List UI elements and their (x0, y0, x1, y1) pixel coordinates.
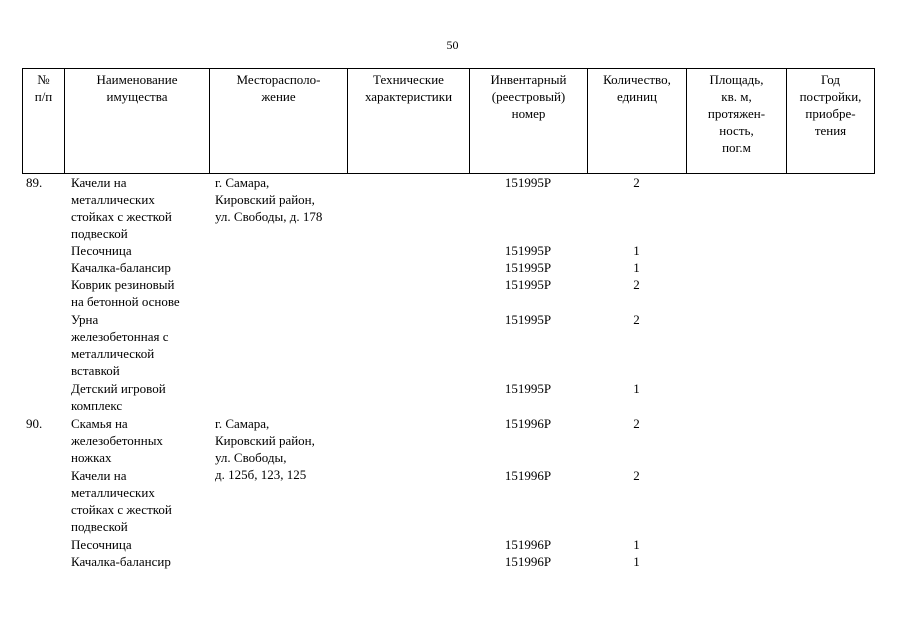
inventory-number: 151995Р (504, 243, 552, 258)
row-number: 89. (26, 175, 43, 190)
quantity: 1 (633, 260, 640, 275)
header-cell: Наименование имущества (65, 69, 210, 173)
quantity: 1 (633, 554, 640, 569)
header-cell: Площадь, кв. м, протяжен- ность, пог.м (687, 69, 787, 173)
item-name: Качалка-балансир (71, 554, 171, 569)
quantity: 2 (633, 175, 640, 190)
quantity: 2 (633, 468, 640, 483)
item-name: Скамья на железобетонных ножках (71, 416, 163, 465)
item-name: Песочница (71, 537, 132, 552)
item-location: г. Самара, Кировский район, ул. Свободы, д. 125б, 123, 125 (215, 416, 315, 482)
quantity: 1 (633, 381, 640, 396)
inventory-number: 151995Р (504, 175, 552, 190)
inventory-number: 151995Р (504, 312, 552, 327)
header-cell: № п/п (23, 69, 65, 173)
page-number: 50 (446, 38, 459, 52)
item-name: Коврик резиновый на бетонной основе (71, 277, 180, 309)
inventory-number: 151996Р (504, 554, 552, 569)
item-name: Качели на металлических стойках с жесткой подвеской (71, 468, 172, 534)
quantity: 1 (633, 537, 640, 552)
inventory-number: 151996Р (504, 416, 552, 431)
item-name: Качели на металлических стойках с жесткой подвеской (71, 175, 172, 241)
row-number: 90. (26, 416, 43, 431)
inventory-number: 151995Р (504, 260, 552, 275)
inventory-number: 151995Р (504, 277, 552, 292)
header-cell: Количество, единиц (588, 69, 687, 173)
inventory-number: 151996Р (504, 537, 552, 552)
inventory-number: 151996Р (504, 468, 552, 483)
quantity: 1 (633, 243, 640, 258)
inventory-number: 151995Р (504, 381, 552, 396)
quantity: 2 (633, 277, 640, 292)
header-cell: Технические характеристики (348, 69, 470, 173)
quantity: 2 (633, 416, 640, 431)
item-name: Песочница (71, 243, 132, 258)
header-cell: Месторасполо- жение (210, 69, 348, 173)
item-name: Детский игровой комплекс (71, 381, 166, 413)
item-name: Качалка-балансир (71, 260, 171, 275)
item-location: г. Самара, Кировский район, ул. Свободы, д. 178 (215, 175, 323, 224)
item-name: Урна железобетонная с металлической вставкой (71, 312, 169, 378)
header-cell: Инвентарный (реестровый) номер (470, 69, 588, 173)
header-cell: Год постройки, приобре- тения (787, 69, 875, 173)
quantity: 2 (633, 312, 640, 327)
table-header (22, 68, 875, 174)
